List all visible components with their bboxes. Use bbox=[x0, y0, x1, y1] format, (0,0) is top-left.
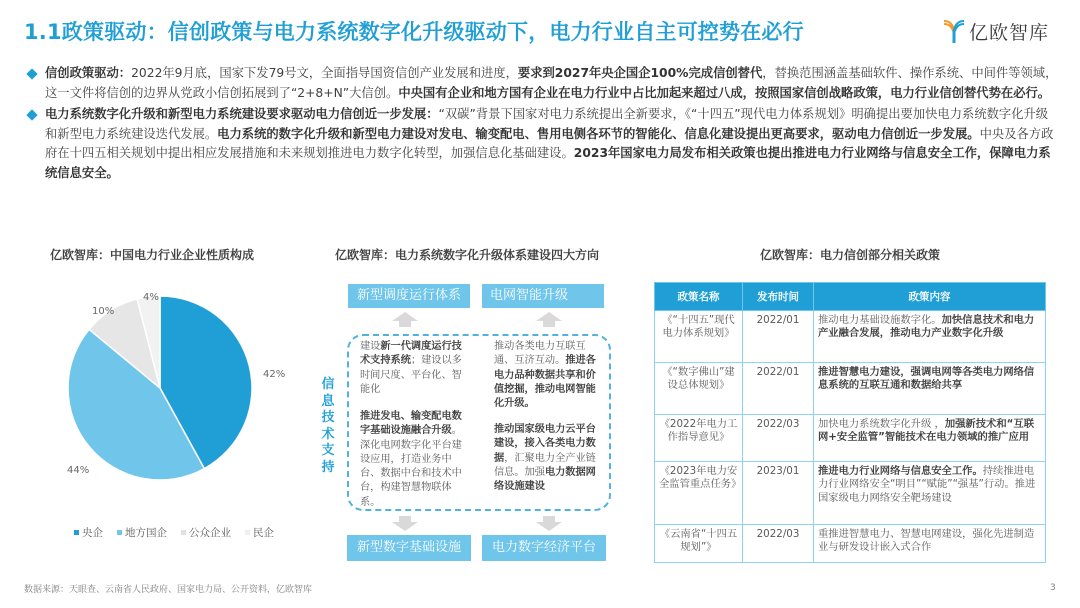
bullet-text: 信创政策驱动：2022年9月底，国家下发79号文，全面指导国资信创产业发展和进度，要求到2027年央企国企100%完成信创替代，替换范围涵盖基础软件、操作系统、中间件等领域，这一文件将信创的边界从党政小信创拓展到了“2+8+N”大信创。中央国有企业和地方国有企业在电力行业中占比加起来超过八成，按照国家信创战略政策，电力行业信创替代势在必行。 bbox=[45, 66, 1058, 100]
legend-label: 民企 bbox=[253, 527, 274, 539]
bullet-list bbox=[28, 64, 1058, 185]
legend-swatch-icon bbox=[74, 530, 79, 535]
pie-label-public: 10% bbox=[92, 306, 115, 317]
cell-date: 2022/01 bbox=[743, 311, 814, 363]
table-header-row bbox=[655, 283, 1046, 311]
side-label-it-support: 信息技术支持 bbox=[321, 377, 335, 475]
cell-policy-name: 《2022年电力工作指导意见》 bbox=[655, 415, 743, 462]
legend-item bbox=[117, 525, 167, 540]
cell-date: 2022/03 bbox=[743, 525, 814, 563]
legend-label: 公众企业 bbox=[189, 527, 231, 539]
policy-table bbox=[654, 282, 1046, 563]
logo-text: 亿欧智库 bbox=[969, 21, 1050, 44]
cell-policy-name: 《“十四五”现代电力体系规划》 bbox=[655, 311, 743, 363]
cell-content: 重推进智慧电力、智慧电网建设，强化先进制造业与研发设计嵌入式合作 bbox=[814, 525, 1046, 563]
table-row bbox=[655, 525, 1046, 563]
bullet-item bbox=[28, 64, 1058, 103]
legend-item bbox=[181, 525, 231, 540]
pie-chart-svg bbox=[60, 288, 260, 488]
table-row bbox=[655, 363, 1046, 415]
direction-box-economy-platform: 电力数字经济平台 bbox=[482, 535, 606, 561]
arrow-up-icon bbox=[392, 312, 418, 321]
legend-swatch-icon bbox=[245, 530, 250, 535]
legend-swatch-icon bbox=[181, 530, 186, 535]
arrow-up-stem bbox=[399, 321, 411, 327]
cell-date: 2023/01 bbox=[743, 462, 814, 525]
table-row bbox=[655, 462, 1046, 525]
header-policy-name: 政策名称 bbox=[655, 283, 743, 311]
logo-icon bbox=[943, 18, 965, 44]
diagram-block: 推动国家级电力云平台建设，接入各类电力数据，汇聚电力全产业链信息。加强电力数据网络设施建设 bbox=[494, 424, 596, 493]
table-title: 亿欧智库：电力信创部分相关政策 bbox=[760, 248, 941, 262]
diagram-block: 推动各类电力互联互通、互济互动。推进各电力品种数据共享和价值挖掘，推动电网智能化升级。 bbox=[494, 341, 596, 410]
brand-logo bbox=[943, 16, 1049, 46]
bullet-item bbox=[28, 105, 1058, 183]
data-source-note: 数据来源：天眼查、云南省人民政府、国家电力局、公开资料，亿欧智库 bbox=[24, 585, 313, 595]
diagram-block: 建设新一代调度运行技术支持系统；建设以多时间尺度、平台化、智能化 bbox=[360, 341, 462, 395]
cell-policy-name: 《云南省“十四五规划”》 bbox=[655, 525, 743, 563]
pie-label-central-soe: 42% bbox=[263, 369, 286, 380]
diagram-title: 亿欧智库：电力系统数字化升级体系建设四大方向 bbox=[335, 248, 600, 262]
bullet-text: 电力系统数字化升级和新型电力系统建设要求驱动电力信创近一步发展：“双碳”背景下国家对电力系统提出全新要求，《“十四五”现代电力体系规划》明确提出要加快电力系统数字化升级和新型电力系统建设迭代发展。电力系统的数字化升级和新型电力建设对发电、输变配电、售用电侧各环节的智能化、信息化建设提出更高要求，驱动电力信创近一步发展。中央及各方政府在十四五相关规划中提出相应发展措施和未来规划推进电力数字化转型，加强信息化基础建设。2023年国家电力局发布相关政策也提出推进电力行业网络与信息安全工作，保障电力系统信息安全。 bbox=[45, 107, 1054, 180]
cell-date: 2022/01 bbox=[743, 363, 814, 415]
direction-box-infrastructure: 新型数字基础设施 bbox=[347, 535, 471, 561]
cell-date: 2022/03 bbox=[743, 415, 814, 462]
arrow-down-icon bbox=[392, 522, 418, 531]
direction-box-grid: 电网智能升级 bbox=[482, 284, 604, 308]
table-row bbox=[655, 415, 1046, 462]
pie-label-local-soe: 44% bbox=[67, 465, 90, 476]
legend-label: 央企 bbox=[82, 527, 103, 539]
cell-policy-name: 《“数字佛山”建设总体规划》 bbox=[655, 363, 743, 415]
cell-content: 推进智慧电力建设，强调电网等各类电力网络信息系统的互联互通和数据给共享 bbox=[814, 363, 1046, 415]
diamond-bullet-icon bbox=[26, 68, 37, 79]
legend-item bbox=[245, 525, 274, 540]
arrow-up-stem bbox=[543, 321, 555, 327]
pie-chart bbox=[60, 288, 260, 488]
legend-label: 地方国企 bbox=[125, 527, 167, 539]
legend-swatch-icon bbox=[117, 530, 122, 535]
pie-chart-title: 亿欧智库：中国电力行业企业性质构成 bbox=[50, 248, 255, 262]
cell-content: 推动电力基础设施数字化。加快信息技术和电力产业融合发展，推动电力产业数字化升级 bbox=[814, 311, 1046, 363]
page-title: 1.1政策驱动：信创政策与电力系统数字化升级驱动下，电力行业自主可控势在必行 bbox=[24, 20, 804, 44]
pie-legend bbox=[74, 525, 274, 540]
diamond-bullet-icon bbox=[26, 109, 37, 120]
table-row bbox=[655, 311, 1046, 363]
arrow-up-icon bbox=[536, 312, 562, 321]
direction-box-dispatch: 新型调度运行体系 bbox=[348, 284, 470, 308]
page-number: 3 bbox=[1050, 583, 1056, 593]
cell-content: 推进电力行业网络与信息安全工作。持续推进电力行业网络安全“明目”“赋能”“强基”行动。推进国家级电力网络安全靶场建设 bbox=[814, 462, 1046, 525]
cell-content: 加快电力系统数字化升级 ，加强新技术和“互联网+安全监管”智能技术在电力领域的推广应用 bbox=[814, 415, 1046, 462]
header-policy-content: 政策内容 bbox=[814, 283, 1046, 311]
diagram-block: 推进发电、输变配电数字基础设施融合升级。深化电网数字化平台建设应用，打造业务中台、数据中台和技术中台，构建智慧物联体系。 bbox=[360, 411, 462, 508]
cell-policy-name: 《2023年电力安全监管重点任务》 bbox=[655, 462, 743, 525]
legend-item bbox=[74, 525, 103, 540]
arrow-down-icon bbox=[536, 522, 562, 531]
pie-label-private: 4% bbox=[143, 292, 159, 303]
header-release-date: 发布时间 bbox=[743, 283, 814, 311]
